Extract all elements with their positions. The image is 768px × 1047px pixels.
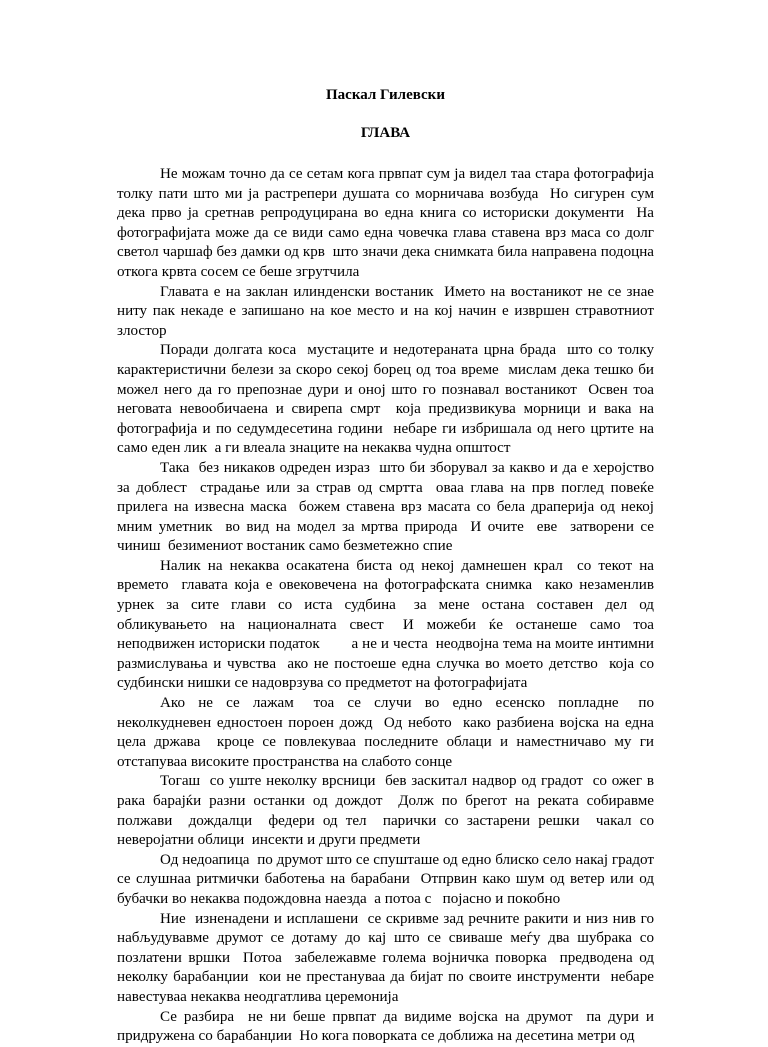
- story-title: ГЛАВА: [360, 125, 411, 141]
- paragraph: Така без никаков одреден израз што би зборувал за какво и да е херојство за доблест страдање или за страв од смртта оваа глава на прв поглед повеќе прилега на извесна маска божем ставена врз масата со бела драперија од некој мним уметник во вид на модел за мртва природа И очите еве затворени се чиниш безимениот востаник само безметежно спие: [117, 459, 662, 555]
- paragraph: Главата е на заклан илинденски востаник Името на востаникот не се знае ниту пак некаде е запишано на кое место и на кој начин е извршен стравотниот злостор: [117, 283, 662, 339]
- paragraph: Ние изненадени и исплашени се скривме зад речните ракити и низ нив го набљудувавме друмот се дотаму до кај што се свиваше меѓу два шубрака со позлатени вршки Потоа забележавме голема војничка поворка предводена од неколку барабанџии кои не престануваа да бијат по своите инструменти небаре навестуваа некаква неодгатлива церемонија: [117, 910, 658, 1005]
- paragraph: Поради долгата коса мустаците и недотераната црна брада што со толку карактеристични белези за скоро секој борец од тоа време мислам дека тешко би можел него да го препознае дури и оној што го познавал востаникот Освен тоа неговата невообичаена и свирепа смрт која предизвикува морници и вака на фотографија и по седумдесетина години небаре ги избришала од него цртите на само еден лик а ги влеала знаците на некаква чудна општост: [117, 342, 662, 457]
- author-name: Паскал Гилевски: [326, 87, 445, 103]
- paragraph: Ако не се лажам тоа се случи во едно есенско попладне по неколкудневен едностоен пороен дожд Од небото како разбиена војска на една цела држава кроце се повлекуваа последните облаци и наместничаво му ги отстапуваа високите пространства на слабото сонце: [117, 695, 658, 770]
- paragraph: Не можам точно да се сетам кога првпат сум ја видел таа стара фотографија толку пати што ми ја растрепери душата со морничава возбуда Но сигурен сум дека прво ја сретнав репродуцирана во една книга со историски документи На фотографијата може да се види само една човечка глава ставена врз маса со долг светол чаршаф без дамки од крв што значи дека снимката била направена подоцна откога крвта сосем се беше згрутчила: [117, 166, 662, 280]
- paragraph: Тогаш со уште неколку врсници бев заскитал надвор од градот со ожег в рака барајќи разни останки од дождот Долж по брегот на реката собиравме полжави дождалци федери од тел парички со застарени решки чакал со неверојатни облици инсекти и други предмети: [117, 773, 658, 849]
- story-body: [117, 165, 662, 1047]
- paragraph: Се разбира не ни беше првпат да видиме војска на друмот па дури и придружена со барабанџии Но кога поворката се доближа на десетина метри од: [117, 1008, 658, 1045]
- paragraph: Од недоапица по друмот што се спушташе од едно блиско село накај градот се слушнаа ритмички баботења на барабани Отпрвин како шум од ветер или од бубачки во некаква подождовна наезда а потоа с појасно и покобно: [117, 851, 662, 907]
- paragraph: Налик на некаква осакатена биста од некој дамнешен крал со текот на времето главата која е овековечена на фотографската снимка како незаменлив урнек за сите глави со иста судбина за мене остана составен дел од обликувањето на националната свест И можеби ќе останеше само тоа неподвижен историски податок а не и честа неодвојна тема на моите интимни размислувања и чувства ако не постоеше една случка во моето детство која со судбински нишки се надоврзува со предметот на фотографијата: [117, 557, 658, 692]
- document-page: [117, 0, 662, 1047]
